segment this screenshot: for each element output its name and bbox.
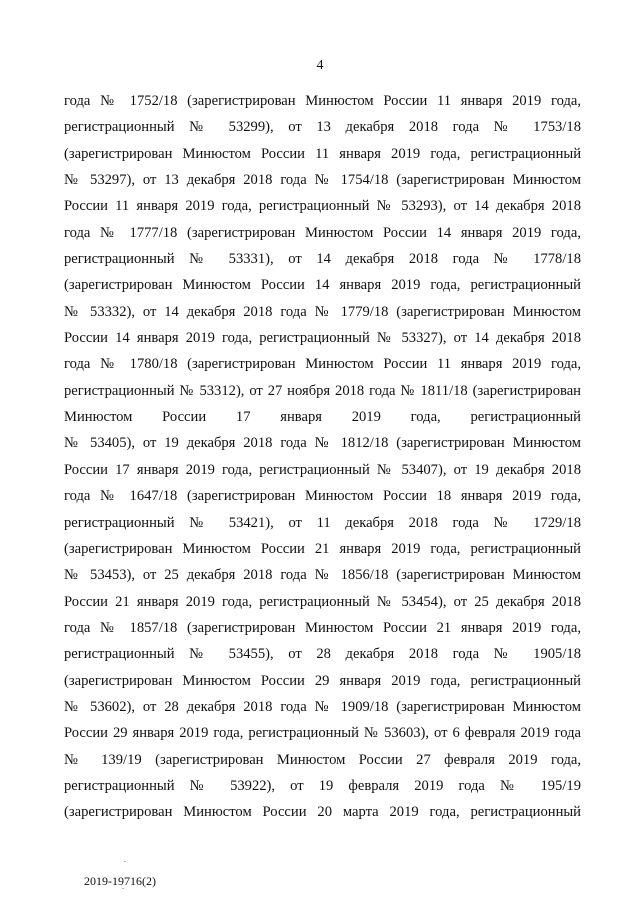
text-line: Минюстом России 17 января 2019 года, регистрационный [64, 409, 581, 426]
text-line: № 53453), от 25 декабря 2018 года № 1856/18 (зарегистрирован Минюстом [64, 567, 581, 584]
text-line: (зарегистрирован Минюстом России 11 января 2019 года, регистрационный [64, 145, 581, 162]
text-line: регистрационный № 53455), от 28 декабря 2018 года № 1905/18 [64, 646, 581, 663]
text-line: (зарегистрирован Минюстом России 29 января 2019 года, регистрационный [64, 672, 581, 689]
text-line: России 29 января 2019 года, регистрационный № 53603), от 6 февраля 2019 года [64, 725, 581, 742]
text-line: № 53405), от 19 декабря 2018 года № 1812/18 (зарегистрирован Минюстом [64, 435, 581, 452]
text-line: регистрационный № 53331), от 14 декабря 2018 года № 1778/18 [64, 251, 581, 268]
text-line: регистрационный № 53312), от 27 ноября 2018 года № 1811/18 (зарегистрирован [64, 382, 581, 399]
text-line: № 53602), от 28 декабря 2018 года № 1909/18 (зарегистрирован Минюстом [64, 698, 581, 715]
scan-speck [124, 861, 126, 862]
text-line: года № 1857/18 (зарегистрирован Минюстом России 21 января 2019 года, [64, 619, 581, 636]
text-line: № 53332), от 14 декабря 2018 года № 1779/18 (зарегистрирован Минюстом [64, 303, 581, 320]
text-line: (зарегистрирован Минюстом России 14 января 2019 года, регистрационный [64, 277, 581, 294]
text-line: России 17 января 2019 года, регистрационный № 53407), от 19 декабря 2018 [64, 461, 581, 478]
text-line: № 139/19 (зарегистрирован Минюстом России 27 февраля 2019 года, [64, 751, 581, 768]
text-line: года № 1752/18 (зарегистрирован Минюстом России 11 января 2019 года, [64, 93, 581, 109]
text-line: (зарегистрирован Минюстом России 20 марта 2019 года, регистрационный [64, 804, 581, 821]
text-line: России 21 января 2019 года, регистрационный № 53454), от 25 декабря 2018 [64, 593, 581, 610]
body-text [64, 88, 581, 826]
text-line: (зарегистрирован Минюстом России 21 января 2019 года, регистрационный [64, 540, 581, 557]
text-line: года № 1647/18 (зарегистрирован Минюстом России 18 января 2019 года, [64, 488, 581, 505]
text-line: года № 1780/18 (зарегистрирован Минюстом России 11 января 2019 года, [64, 356, 581, 373]
text-line: России 14 января 2019 года, регистрационный № 53327), от 14 декабря 2018 [64, 330, 581, 347]
text-line: года № 1777/18 (зарегистрирован Минюстом России 14 января 2019 года, [64, 224, 581, 241]
text-line: регистрационный № 53421), от 11 декабря 2018 года № 1729/18 [64, 514, 581, 531]
page-number: 4 [316, 58, 324, 73]
text-line: регистрационный № 53299), от 13 декабря 2018 года № 1753/18 [64, 119, 581, 136]
text-line: регистрационный № 53922), от 19 февраля 2019 года № 195/19 [64, 777, 581, 794]
text-line: России 11 января 2019 года, регистрационный № 53293), от 14 декабря 2018 [64, 198, 581, 215]
document-id: 2019-19716(2) [84, 874, 156, 888]
text-line: № 53297), от 13 декабря 2018 года № 1754/18 (зарегистрирован Минюстом [64, 172, 581, 189]
